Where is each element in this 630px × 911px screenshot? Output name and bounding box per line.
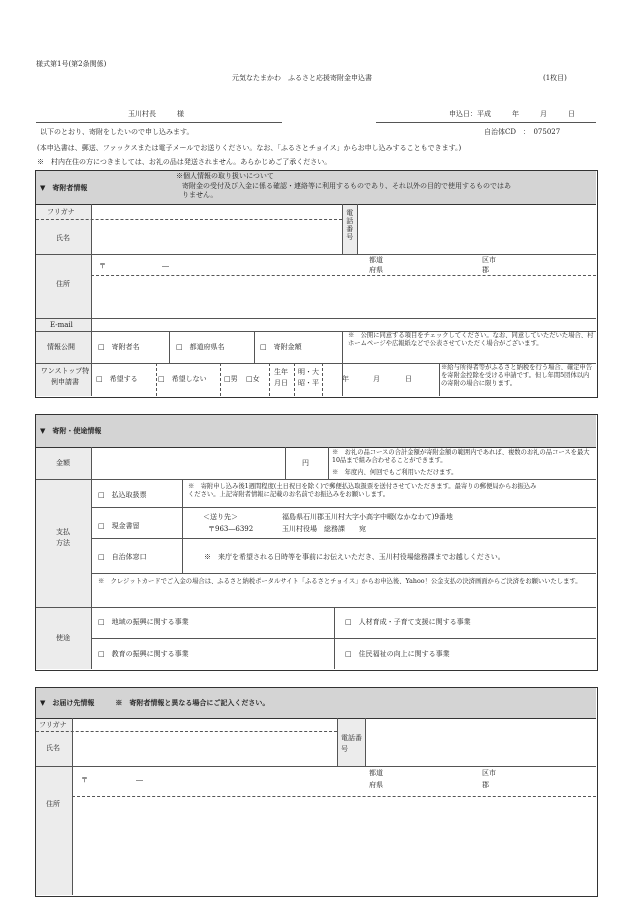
delivery-postal-dash: ―	[136, 776, 143, 784]
delivery-address-field[interactable]	[74, 798, 595, 894]
checkbox-female[interactable]: □女	[246, 375, 260, 383]
send-to-label: ＜送り先＞	[203, 513, 238, 521]
todo-line1: 都道	[369, 256, 383, 264]
shi-line2: 郡	[482, 266, 489, 274]
resident-note: ※ 村内在住の方につきましては、お礼の品は発送されません。あらかじめご了承ください。	[37, 158, 332, 166]
delivery-shi-line1: 区市	[482, 769, 496, 777]
delivery-phone-field[interactable]	[367, 720, 595, 765]
yen-label: 円	[302, 459, 309, 467]
submission-note: (本申込書は、郵送、ファックスまたは電子メールでお送りください。なお、「ふるさとチョイス」からお申し込みすることもできます。)	[37, 144, 462, 152]
usage-label: 使途	[56, 634, 70, 642]
delivery-header: ▼ お届け先情報 ※ 寄附者情報と異なる場合にご記入ください。	[40, 698, 270, 707]
send-to-postal: 〒963―6392	[208, 525, 254, 533]
delivery-name-label: 氏名	[46, 744, 60, 752]
delivery-shi-line2: 郡	[482, 781, 489, 789]
checkbox-male[interactable]: □男	[224, 375, 238, 383]
shi-line1: 区市	[482, 256, 496, 264]
delivery-todo-line1: 都道	[369, 769, 383, 777]
onestop-note: ※給与所得者等がふるさと納税を行う場合、確定申告を寄附金控除を受ける申請です。但し年間5団体以内の寄附の場合に限ります。	[441, 364, 593, 387]
birth-year: 年	[342, 375, 349, 383]
amount-field[interactable]	[93, 449, 283, 478]
application-date[interactable]: 申込日：平成 年 月 日	[449, 110, 575, 118]
send-to-office: 玉川村役場 総務課 宛	[282, 525, 366, 533]
amount-note-combination: ※ お礼の品コースの合計金額が寄附金額の範囲内であれば、複数のお礼の品コースを最大10品まで組み合わせることができます。	[332, 449, 590, 464]
checkbox-use-welfare[interactable]: □ 住民福祉の向上に関する事業	[345, 650, 450, 658]
name-field[interactable]	[93, 221, 340, 253]
email-label: E-mail	[50, 321, 73, 329]
page-label: (1枚目)	[543, 74, 567, 82]
checkbox-onestop-no[interactable]: □ 希望しない	[158, 375, 207, 383]
postal-mark: 〒	[99, 262, 106, 270]
birth-label: 生年月日	[274, 368, 288, 388]
donation-usage-section	[35, 414, 598, 671]
addressee-underline	[36, 122, 282, 123]
donor-info-header: ▼ 寄附者情報	[40, 183, 88, 192]
delivery-phone-label: 電話番号	[341, 734, 362, 754]
send-to-address: 福島県石川郡玉川村大字小高字中畷(なかなわて)9番地	[282, 513, 453, 521]
amount-note-frequency: ※ 年度内、何回でもご利用いただけます。	[332, 469, 458, 476]
era-label[interactable]: 明・大昭・平	[298, 368, 319, 388]
intro-text: 以下のとおり、寄附をしたいので申し込みます。	[40, 128, 194, 136]
checkbox-amount[interactable]: □ 寄附金額	[260, 343, 302, 351]
birth-month: 月	[373, 375, 380, 383]
form-title: 元気なたまかわ ふるさと応援寄附金申込書	[232, 74, 372, 82]
furigana-field[interactable]	[93, 206, 340, 218]
delivery-furigana-field[interactable]	[74, 720, 335, 730]
checkbox-onestop-yes[interactable]: □ 希望する	[96, 375, 138, 383]
address-label: 住所	[56, 280, 70, 288]
disclosure-label: 情報公開	[47, 343, 75, 351]
checkbox-use-education[interactable]: □ 教育の振興に関する事業	[98, 650, 189, 658]
checkbox-donor-name[interactable]: □ 寄附者名	[98, 343, 140, 351]
delivery-postal-mark: 〒	[81, 776, 88, 784]
delivery-info-section	[35, 687, 598, 897]
todo-line2: 府県	[369, 266, 383, 274]
date-underline	[376, 122, 596, 123]
donor-info-section	[35, 170, 598, 398]
delivery-address-label: 住所	[46, 800, 60, 808]
delivery-furigana-label: フリガナ	[39, 721, 67, 729]
amount-label: 金額	[56, 459, 70, 467]
disclosure-note: ※ 公開に同意する項目をチェックしてください。なお、同意していただいた場合、村ホームページや広報紙などで公表させていただく場合がございます。	[348, 332, 594, 347]
addressee: 玉川村長 様	[128, 110, 184, 118]
birth-day: 日	[405, 375, 412, 383]
checkbox-counter[interactable]: □ 自治体窓口	[98, 553, 147, 561]
phone-field[interactable]	[359, 206, 595, 253]
privacy-text: 寄附金の受付及び入金に係る確認・連絡等に利用するものであり、それ以外の目的で使用するものではありません。	[182, 182, 511, 199]
municipality-code: 自治体CD ： 075027	[484, 128, 561, 136]
email-field[interactable]	[93, 320, 595, 330]
checkbox-use-regional[interactable]: □ 地域の振興に関する事業	[98, 618, 189, 626]
delivery-todo-line2: 府県	[369, 781, 383, 789]
name-label: 氏名	[56, 234, 70, 242]
credit-card-note: ※ クレジットカードでご入金の場合は、ふるさと納税ポータルサイト「ふるさとチョイス」からお申込後、Yahoo！公金支払の決済画面からご決済をお願いいたします。	[98, 578, 582, 585]
phone-label: 電話番号	[345, 209, 354, 241]
address-field[interactable]	[93, 277, 595, 317]
form-number: 様式第1号(第2条関係)	[36, 60, 107, 68]
postal-dash: ―	[162, 262, 169, 270]
transfer-note: ※ 寄附申し込み後1週間程度(土日祝日を除く)で郵便払込取扱票を送付させていただきます。最寄りの郵便局からお振込みください。上記寄附者情報に記載のお名前でお振込みをお願いします。	[188, 483, 537, 498]
onestop-label: ワンストップ特例申請書	[40, 367, 90, 387]
checkbox-transfer-slip[interactable]: □ 払込取扱票	[98, 491, 147, 499]
payment-label: 支払方法	[56, 528, 70, 548]
checkbox-registered-cash[interactable]: □ 現金書留	[98, 522, 140, 530]
delivery-name-field[interactable]	[74, 733, 335, 765]
furigana-label: フリガナ	[47, 208, 75, 216]
donation-header: ▼ 寄附・使途情報	[40, 426, 102, 435]
counter-note: ※ 来庁を希望される日時等を事前にお伝えいただき、玉川村役場総務課までお越しください。	[204, 553, 505, 561]
checkbox-prefecture[interactable]: □ 都道府県名	[176, 343, 225, 351]
privacy-title: ※個人情報の取り扱いについて	[176, 172, 274, 180]
checkbox-use-human-resources[interactable]: □ 人材育成・子育て支援に関する事業	[345, 618, 471, 626]
